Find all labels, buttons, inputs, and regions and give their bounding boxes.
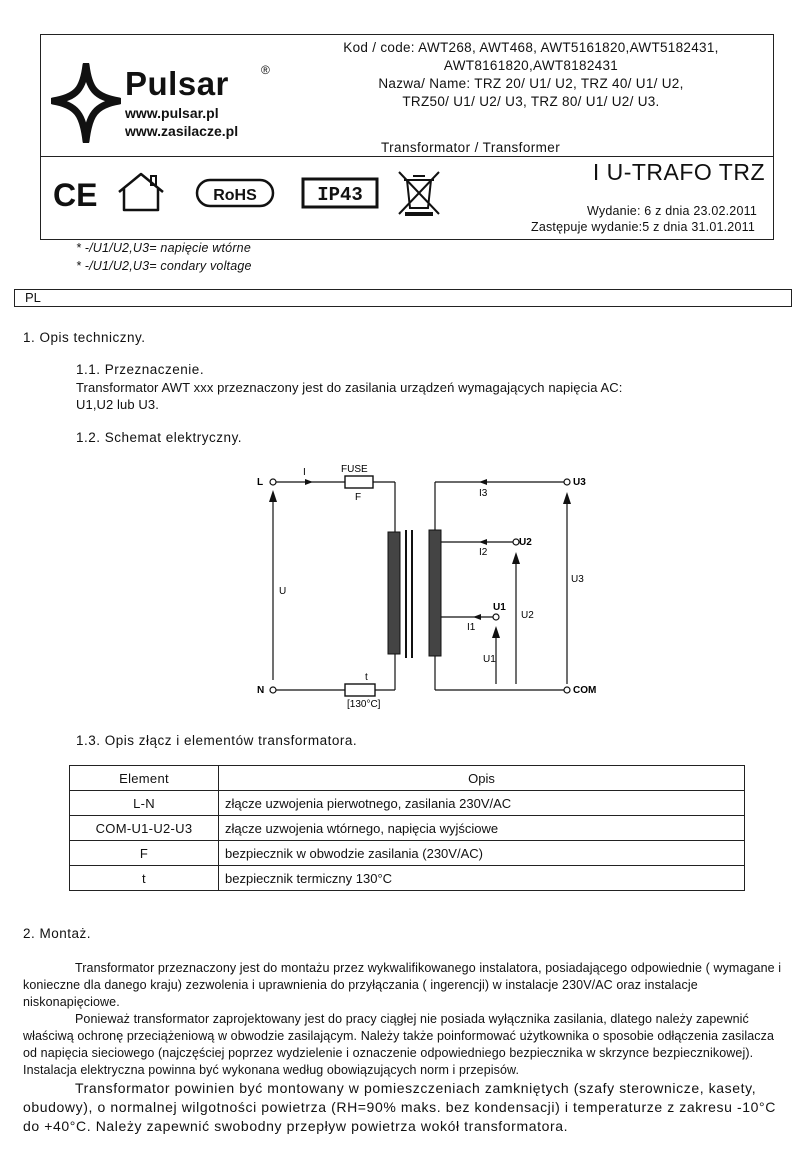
table-cell-description: bezpiecznik w obwodzie zasilania (230V/AC) bbox=[219, 841, 745, 866]
language-bar: PL bbox=[14, 289, 792, 307]
svg-text:RoHS: RoHS bbox=[213, 187, 257, 204]
table-row bbox=[70, 816, 745, 841]
label-f: F bbox=[355, 492, 362, 503]
label-i3: I3 bbox=[479, 488, 488, 499]
label-u2-voltage: U2 bbox=[521, 610, 534, 621]
document-subtitle: Transformator / Transformer bbox=[381, 140, 561, 155]
section-1-3-title: 1.3. Opis złącz i elementów transformatora. bbox=[76, 733, 358, 748]
table-cell-description: złącze uzwojenia pierwotnego, zasilania 230V/AC bbox=[219, 791, 745, 816]
label-u1-voltage: U1 bbox=[483, 654, 496, 665]
footnote-pl: * -/U1/U2,U3= napięcie wtórne bbox=[76, 241, 251, 255]
table-header-element: Element bbox=[70, 766, 219, 791]
label-i1: I1 bbox=[467, 622, 476, 633]
table-cell-description: złącze uzwojenia wtórnego, napięcia wyjściowe bbox=[219, 816, 745, 841]
table-header-row bbox=[70, 766, 745, 791]
table-cell-element: F bbox=[70, 841, 219, 866]
terminal-u1 bbox=[493, 614, 499, 620]
label-com: COM bbox=[573, 685, 597, 696]
rohs-icon bbox=[197, 180, 273, 206]
certification-icons bbox=[51, 170, 451, 220]
label-n: N bbox=[257, 685, 265, 696]
label-u3-voltage: U3 bbox=[571, 574, 584, 585]
label-u2-terminal: U2 bbox=[519, 537, 532, 548]
table-row bbox=[70, 866, 745, 891]
replaces-info: Zastępuje wydanie:5 z dnia 31.01.2011 bbox=[531, 220, 755, 234]
mount-paragraph-3: Transformator powinien być montowany w pomieszczeniach zamkniętych (szafy sterownicze, kasety, obudowy), o normalnej wilgotności powietrza (RH=90% maks. bez kondensacji) i temperaturze z zakresu -10°C do +40°C. Należy zapewnić swobodny przepływ powietrza wokół transformatora. bbox=[23, 1080, 776, 1134]
label-u1-terminal: U1 bbox=[493, 602, 506, 613]
section-1-title: 1. Opis techniczny. bbox=[23, 330, 146, 345]
electrical-schematic bbox=[255, 462, 615, 710]
table-cell-element: COM-U1-U2-U3 bbox=[70, 816, 219, 841]
terminal-u3 bbox=[564, 479, 570, 485]
code-line: AWT8161820,AWT8182431 bbox=[443, 58, 619, 73]
edition-info: Wydanie: 6 z dnia 23.02.2011 bbox=[587, 204, 757, 218]
svg-text:IP43: IP43 bbox=[317, 184, 363, 206]
label-fuse: FUSE bbox=[341, 464, 368, 475]
section-1-1-title: 1.1. Przeznaczenie. bbox=[76, 362, 205, 377]
logo-url-zasilacze: www.zasilacze.pl bbox=[125, 123, 239, 139]
header-divider bbox=[41, 156, 773, 157]
logo-brand: Pulsar bbox=[125, 65, 229, 102]
pulsar-logo bbox=[51, 63, 291, 143]
label-u: U bbox=[279, 586, 287, 597]
code-line: Kod / code: AWT268, AWT468, AWT5161820,AWT5182431, bbox=[343, 40, 719, 55]
product-codes bbox=[301, 39, 761, 111]
label-i: I bbox=[303, 467, 306, 478]
ip43-icon bbox=[303, 179, 377, 207]
table-row bbox=[70, 841, 745, 866]
table-cell-element: t bbox=[70, 866, 219, 891]
section-2-title: 2. Montaż. bbox=[23, 926, 92, 941]
section-1-2-title: 1.2. Schemat elektryczny. bbox=[76, 430, 243, 445]
terminal-com bbox=[564, 687, 570, 693]
elements-table bbox=[69, 765, 745, 891]
pulsar-star-icon bbox=[51, 63, 121, 143]
section-2-body bbox=[23, 960, 783, 1136]
mount-paragraph-1: Transformator przeznaczony jest do montażu przez wykwalifikowanego instalatora, posiadającego odpowiednie ( wymagane i konieczne dla danego kraju) zezwolenia i uprawnienia do przyłączania ( ingerencji) w instalacje 230V/AC oraz instalacje niskonapięciowe. bbox=[23, 961, 782, 1009]
label-i2: I2 bbox=[479, 547, 488, 558]
fuse-f bbox=[345, 476, 373, 488]
table-cell-description: bezpiecznik termiczny 130°C bbox=[219, 866, 745, 891]
terminal-l bbox=[270, 479, 276, 485]
table-header-description: Opis bbox=[219, 766, 745, 791]
mount-paragraph-2: Ponieważ transformator zaprojektowany jest do pracy ciągłej nie posiada wyłącznika zasilania, dlatego należy zapewnić właściwą ochronę przeciążeniową w obwodzie zasilającym. Należy także poinformować użytkownika o sposobie odłączenia zasilacza od napięcia sieciowego (najczęściej poprzez wydzielenie i oznaczenie odpowiedniego bezpiecznika w skrzynce bezpiecznikowej). Instalacja elektryczna powinna być wykonana według obowiązujących norm i przepisów. bbox=[23, 1012, 775, 1077]
ce-mark-icon bbox=[53, 177, 97, 213]
svg-text:CE: CE bbox=[53, 177, 98, 213]
table-row bbox=[70, 791, 745, 816]
thermal-fuse-t bbox=[345, 684, 375, 696]
label-u3-terminal: U3 bbox=[573, 477, 586, 488]
label-l: L bbox=[257, 477, 264, 488]
terminal-n bbox=[270, 687, 276, 693]
code-line: Nazwa/ Name: TRZ 20/ U1/ U2, TRZ 40/ U1/ U2, bbox=[378, 76, 684, 91]
indoor-house-icon bbox=[119, 174, 163, 210]
footnote-en: * -/U1/U2,U3= condary voltage bbox=[76, 259, 252, 273]
logo-url-pulsar: www.pulsar.pl bbox=[125, 105, 219, 121]
document-header bbox=[40, 34, 774, 240]
code-line: TRZ50/ U1/ U2/ U3, TRZ 80/ U1/ U2/ U3. bbox=[402, 94, 660, 109]
product-name: I U-TRAFO TRZ bbox=[592, 159, 765, 185]
table-cell-element: L-N bbox=[70, 791, 219, 816]
section-1-1-line-2: U1,U2 lub U3. bbox=[76, 397, 159, 412]
label-temp: [130°C] bbox=[347, 699, 381, 710]
primary-winding bbox=[388, 532, 400, 654]
section-1-1-line-1: Transformator AWT xxx przeznaczony jest do zasilania urządzeń wymagających napięcia AC: bbox=[76, 380, 623, 395]
weee-bin-icon bbox=[399, 172, 439, 216]
label-t: t bbox=[365, 672, 368, 683]
secondary-winding bbox=[429, 530, 441, 656]
registered-mark: ® bbox=[261, 63, 270, 77]
